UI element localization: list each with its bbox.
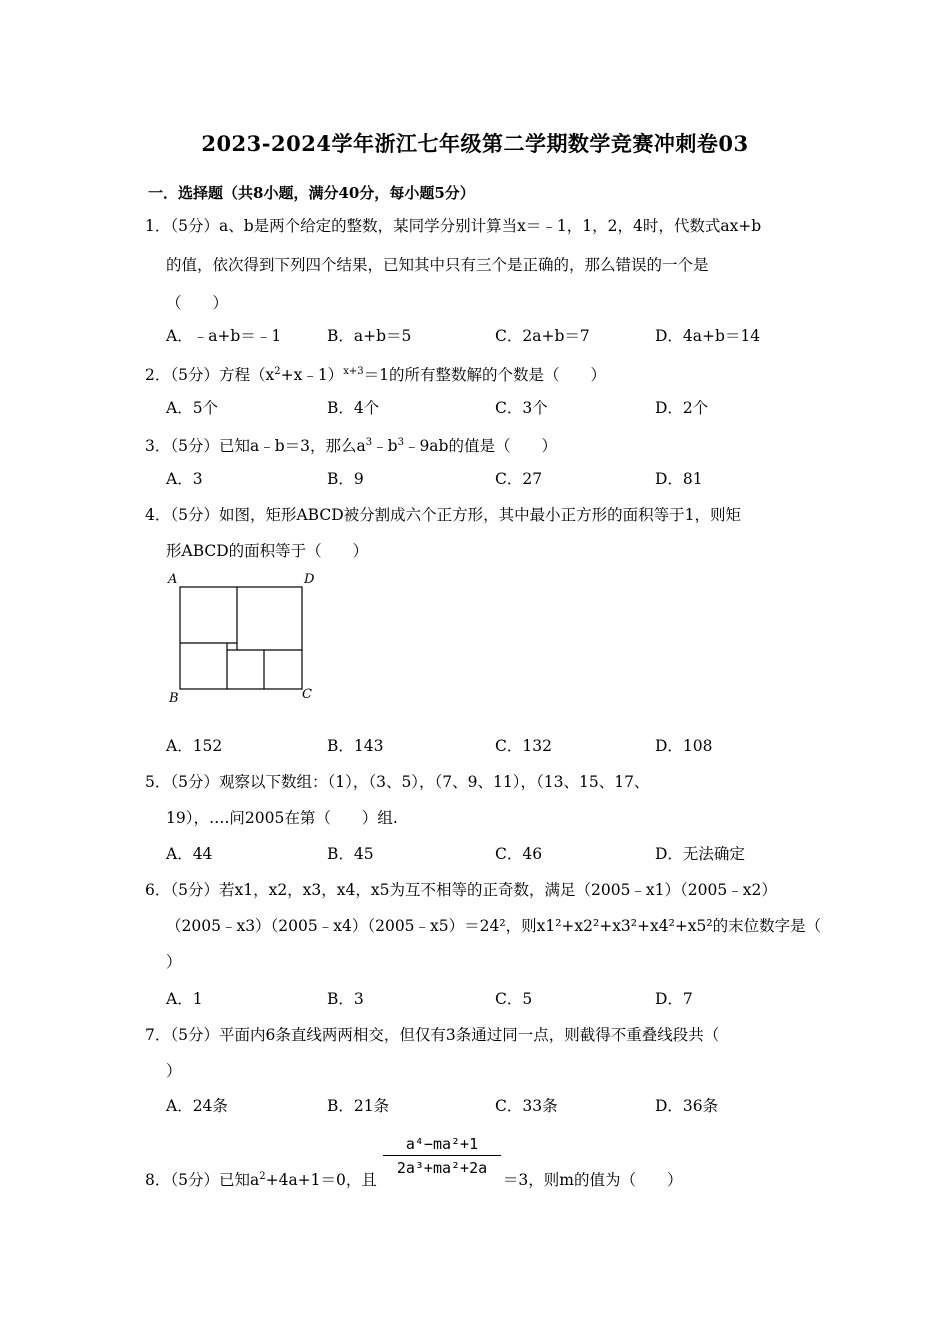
q6-line3: ）	[166, 953, 182, 971]
q4-option-a: A．152	[166, 737, 223, 755]
q1-option-b: B．a+b＝5	[327, 327, 412, 345]
q8-mid: +4a+1＝0，且	[265, 1171, 377, 1189]
q8-fraction	[383, 1134, 501, 1178]
q2-option-a: A．5个	[166, 399, 219, 417]
rectangle-figure	[165, 568, 325, 708]
q4-option-d: D．108	[655, 737, 713, 755]
q2-pre: 2．（5分）方程（x	[145, 366, 275, 384]
label-b: B	[169, 691, 179, 706]
page-title: 2023-2024学年浙江七年级第二学期数学竞赛冲刺卷03	[201, 131, 749, 156]
q1-option-c: C．2a+b＝7	[495, 327, 590, 345]
q5-line2: 19），….问2005在第（ ）组.	[166, 809, 398, 827]
q8-square: 2	[259, 1171, 266, 1182]
q2-option-b: B．4个	[327, 399, 380, 417]
q6-option-c: C．5	[495, 990, 533, 1008]
q5-option-c: C．46	[495, 845, 543, 863]
q1-option-a: A．﹣a+b＝﹣1	[166, 327, 282, 345]
fraction-bar	[383, 1155, 501, 1156]
q6-option-b: B．3	[327, 990, 364, 1008]
q3-option-a: A．3	[166, 470, 203, 488]
q3-exp1: 3	[365, 437, 373, 448]
q3-stem	[145, 433, 557, 456]
q7-option-a: A．24条	[166, 1097, 228, 1115]
q4-line1: 4．（5分）如图，矩形ABCD被分割成六个正方形，其中最小正方形的面积等于1，则矩	[145, 506, 741, 524]
q5-option-d: D．无法确定	[655, 845, 745, 863]
q3-option-c: C．27	[495, 470, 543, 488]
q5-line1: 5．（5分）观察以下数组：（1），（3、5），（7、9、11），（13、15、17、	[145, 773, 650, 791]
q2-exponent: x+3	[343, 366, 364, 377]
q3-pre: 3．（5分）已知a﹣b＝3，那么a	[145, 437, 366, 455]
q7-line2: ）	[166, 1062, 182, 1080]
q7-option-c: C．33条	[495, 1097, 558, 1115]
q2-option-c: C．3个	[495, 399, 548, 417]
q3-mid: ﹣b	[372, 437, 398, 455]
label-c: C	[302, 687, 312, 702]
q7-line1: 7．（5分）平面内6条直线两两相交，但仅有3条通过同一点，则截得不重叠线段共（	[145, 1026, 720, 1044]
q6-line1: 6．（5分）若x1，x2，x3，x4，x5为互不相等的正奇数，满足（2005﹣x1）（2005﹣x2）	[145, 881, 777, 899]
fraction-numerator: a⁴−ma²+1	[405, 1135, 479, 1153]
q8-pre: 8．（5分）已知a	[145, 1171, 260, 1189]
q4-line2: 形ABCD的面积等于（ ）	[166, 542, 369, 560]
q1-line1: 1．（5分）a、b是两个给定的整数，某同学分别计算当x＝﹣1，1，2，4时，代数式ax+b	[145, 217, 762, 235]
q3-post: ﹣9ab的值是（ ）	[403, 437, 557, 455]
q7-option-d: D．36条	[655, 1097, 719, 1115]
q2-mid: +x﹣1）	[280, 366, 344, 384]
q2-post: ＝1的所有整数解的个数是（ ）	[363, 366, 606, 384]
q7-option-b: B．21条	[327, 1097, 390, 1115]
q3-option-d: D．81	[655, 470, 703, 488]
q5-option-b: B．45	[327, 845, 374, 863]
q5-option-a: A．44	[166, 845, 213, 863]
q2-stem	[145, 362, 606, 385]
q2-option-d: D．2个	[655, 399, 709, 417]
q1-option-d: D．4a+b＝14	[655, 327, 761, 345]
label-a: A	[168, 572, 178, 587]
rectangle-outline	[180, 587, 302, 689]
q6-line2: （2005﹣x3）（2005﹣x4）（2005﹣x5）＝24²，则x1²+x2²+x3²+x4²+x5²的末位数字是（	[166, 917, 822, 935]
q1-line2: 的值，依次得到下列四个结果，已知其中只有三个是正确的，那么错误的一个是	[166, 256, 709, 274]
q3-option-b: B．9	[327, 470, 364, 488]
q4-option-c: C．132	[495, 737, 552, 755]
label-d: D	[304, 572, 315, 587]
fraction-denominator: 2a³+ma²+2a	[396, 1159, 488, 1177]
q8-post: ＝3，则m的值为（ ）	[502, 1171, 683, 1189]
q3-exp2: 3	[397, 437, 404, 448]
q6-option-d: D．7	[655, 990, 693, 1008]
section-heading: 一．选择题（共8小题，满分40分，每小题5分）	[148, 184, 475, 202]
q2-square: 2	[274, 366, 281, 377]
q1-line3: （ ）	[166, 294, 229, 312]
q4-option-b: B．143	[327, 737, 384, 755]
q6-option-a: A．1	[166, 990, 203, 1008]
